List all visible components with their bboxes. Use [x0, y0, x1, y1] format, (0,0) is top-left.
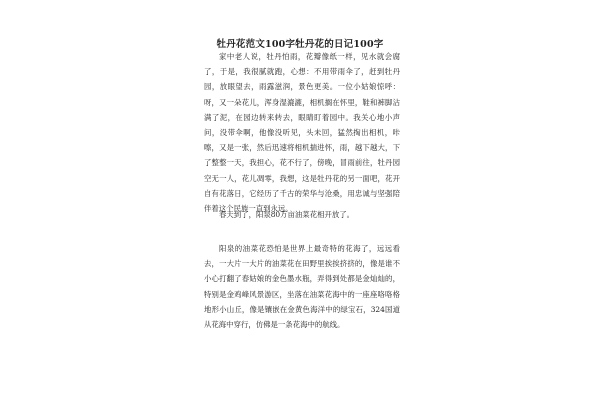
paragraph-spring-arrives: 春天到了，阳泉80万亩油菜花相开放了。: [219, 210, 355, 219]
paragraph-peony-diary: 家中老人说，牡丹怕雨，花瓣像纸一样，见水就会腐了，于是，我很腻就跑，心想：不用带雨伞了，赶到牡丹园，放眼望去，雨露滋润，景色更美。一位小姑娘惊呼：呀，又一朵花儿，浑身湿漉漉，相机搁在怀里，鞋和裤脚沾满了泥，在园边转来转去，眼睛盯着园中。我关心地小声问，没带伞啊，他像没听见，头未回，猛然掏出相机，咔嚓，又是一张，然后迅速将相机揣进怀，雨，越下越大，下了整整一天，我担心，花不行了，傍晚，冒雨前往，牡丹园空无一人，花儿凋零，我想，这是牡丹花的另一面吧，花开自有花落日，它经历了千古的荣华与沧桑，用忠诚与坚强陪伴着这个民族一直到永远。: [204, 52, 400, 214]
document-title: 牡丹花范文100字牡丹花的日记100字: [216, 39, 384, 50]
paragraph-rapeseed-field: 阳泉的油菜花恐怕是世界上最奇特的花海了，远远看去，一大片一大片的油菜花在田野里挨挨挤挤的，像是谁不小心打翻了春姑娘的金色墨水瓶，弄得到处都是金灿灿的，特别是金鸡峰风景游区，坐落在油菜花海中的一座座咯咯格地形小山丘，像是镶嵌在金黄色海洋中的绿宝石，324国道从花海中穿行，仿佛是一条花海中的航线。: [204, 244, 400, 330]
